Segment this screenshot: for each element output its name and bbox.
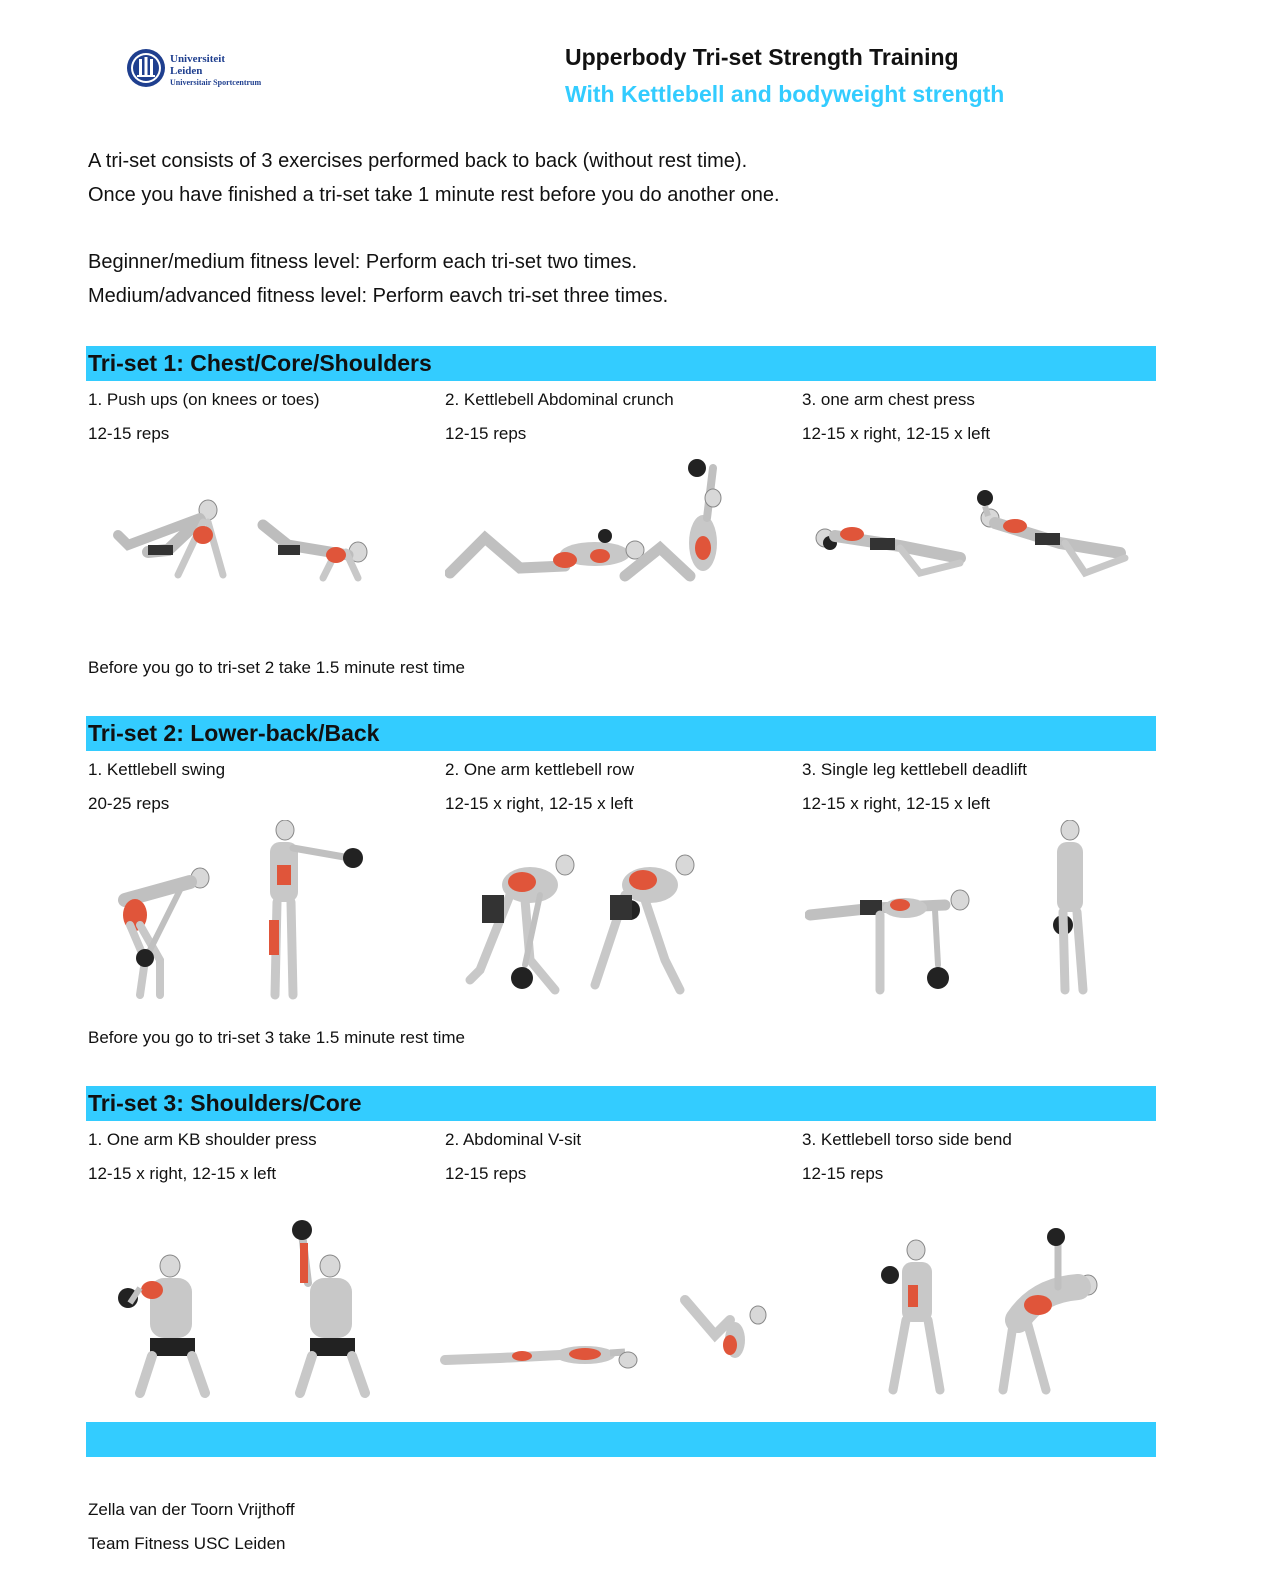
university-seal-icon bbox=[126, 48, 166, 88]
footer-team: Team Fitness USC Leiden bbox=[88, 1534, 286, 1553]
triset-2-exercise-3-reps: 12-15 x right, 12-15 x left bbox=[802, 794, 991, 813]
intro-line-4: Medium/advanced fitness level: Perform eavch tri-set three times. bbox=[88, 285, 669, 307]
triset-1-exercise-2-reps: 12-15 reps bbox=[445, 424, 527, 443]
triset-3-exercise-3-reps: 12-15 reps bbox=[802, 1164, 884, 1183]
intro-line-2: Once you have finished a tri-set take 1 minute rest before you do another one. bbox=[88, 184, 780, 206]
triset-1-header bbox=[86, 346, 1156, 381]
triset-2-exercise-1-name: 1. Kettlebell swing bbox=[88, 760, 226, 779]
single-leg-deadlift-illustration bbox=[805, 820, 1105, 995]
triset-3-exercise-2-reps: 12-15 reps bbox=[445, 1164, 527, 1183]
triset-2-title: Tri-set 2: Lower-back/Back bbox=[88, 720, 380, 746]
page-subtitle: With Kettlebell and bodyweight strength bbox=[565, 81, 1005, 107]
triset-2-exercise-2-name: 2. One arm kettlebell row bbox=[445, 760, 634, 779]
shoulder-press-illustration bbox=[110, 1218, 380, 1403]
intro-line-3: Beginner/medium fitness level: Perform each tri-set two times. bbox=[88, 251, 638, 273]
triset-1-exercise-1-name: 1. Push ups (on knees or toes) bbox=[88, 390, 320, 409]
page-title: Upperbody Tri-set Strength Training bbox=[565, 44, 959, 70]
chest-press-illustration bbox=[810, 488, 1130, 588]
logo-line-3: Universitair Sportcentrum bbox=[170, 78, 262, 87]
triset-2-rest-note: Before you go to tri-set 3 take 1.5 minute rest time bbox=[88, 1028, 466, 1047]
v-sit-illustration bbox=[440, 1290, 775, 1390]
triset-2-exercise-3-name: 3. Single leg kettlebell deadlift bbox=[802, 760, 1027, 779]
torso-side-bend-illustration bbox=[878, 1225, 1108, 1400]
triset-3-header bbox=[86, 1086, 1156, 1121]
triset-2-header bbox=[86, 716, 1156, 751]
triset-1-title: Tri-set 1: Chest/Core/Shoulders bbox=[88, 350, 432, 376]
kettlebell-row-illustration bbox=[460, 850, 710, 1000]
triset-1-exercise-1-reps: 12-15 reps bbox=[88, 424, 170, 443]
triset-1-exercise-3-reps: 12-15 x right, 12-15 x left bbox=[802, 424, 991, 443]
triset-1-exercise-3-name: 3. one arm chest press bbox=[802, 390, 975, 409]
triset-3-exercise-2-name: 2. Abdominal V-sit bbox=[445, 1130, 582, 1149]
triset-3-title: Tri-set 3: Shoulders/Core bbox=[88, 1090, 362, 1116]
triset-3-exercise-1-reps: 12-15 x right, 12-15 x left bbox=[88, 1164, 277, 1183]
triset-3-exercise-1-name: 1. One arm KB shoulder press bbox=[88, 1130, 317, 1149]
triset-1-rest-note: Before you go to tri-set 2 take 1.5 minute rest time bbox=[88, 658, 466, 677]
intro-line-1: A tri-set consists of 3 exercises performed back to back (without rest time). bbox=[88, 150, 748, 172]
kettlebell-swing-illustration bbox=[105, 820, 370, 1000]
footer-bar bbox=[86, 1422, 1156, 1457]
push-up-illustration bbox=[108, 490, 378, 590]
triset-2-exercise-2-reps: 12-15 x right, 12-15 x left bbox=[445, 794, 634, 813]
triset-1-exercise-2-name: 2. Kettlebell Abdominal crunch bbox=[445, 390, 674, 409]
footer-author: Zella van der Toorn Vrijthoff bbox=[88, 1500, 295, 1519]
triset-2-exercise-1-reps: 20-25 reps bbox=[88, 794, 170, 813]
triset-3-exercise-3-name: 3. Kettlebell torso side bend bbox=[802, 1130, 1012, 1149]
university-logo bbox=[126, 48, 276, 94]
logo-line-1: Universiteit bbox=[170, 53, 225, 65]
logo-line-2: Leiden bbox=[170, 65, 203, 77]
kettlebell-crunch-illustration bbox=[445, 448, 735, 583]
